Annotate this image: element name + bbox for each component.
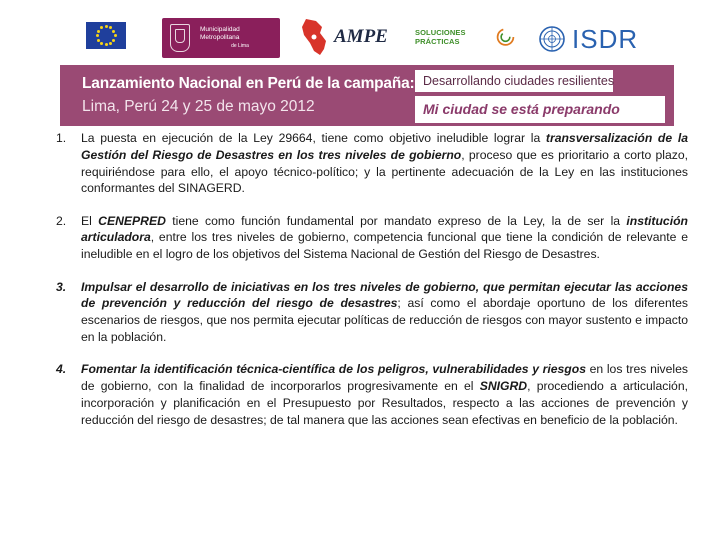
list-item-number: 3. — [56, 279, 67, 294]
ampe-logo-name: AMPE — [334, 26, 388, 47]
list-item-text: El CENEPRED tiene como función fundamental por mandato expreso de la Ley, la de ser la institución articuladora, entre los tres niveles de gobierno, competencia funcional que tiene la condición de relevante e ineludible en el logro de los objetivos del Sistema Nacional de Gestión del Riesgo de Desastres. — [81, 213, 688, 262]
banner-slogan-box — [415, 70, 613, 92]
eu-star-icon — [100, 42, 103, 45]
lima-municipality-logo — [162, 18, 280, 58]
eu-flag-icon — [86, 22, 126, 49]
eu-star-icon — [105, 25, 108, 28]
banner-slogan: Desarrollando ciudades resilientes — [423, 74, 615, 88]
soluciones-logo-name: SOLUCIONES PRÁCTICAS — [415, 28, 466, 46]
isdr-logo-name: ISDR — [572, 23, 639, 54]
lima-logo-name: Municipalidad Metropolitana — [200, 26, 240, 41]
spiral-icon — [496, 25, 515, 49]
list-item-3 — [56, 279, 688, 346]
list-item-number: 1. — [56, 131, 67, 145]
logo-strip — [0, 0, 720, 64]
lima-logo-sub: de Lima — [231, 43, 249, 49]
list-item-text: Fomentar la identificación técnica-científica de los peligros, vulnerabilidades y riesgos en los tres niveles de gobierno, con la finalidad de incorporarlos progresivamente en el SNIGRD, procediendo a articulación, incorporación y planificación en el Presupuesto por Resultados, respecto a las acciones de prevención y reducción del riesgo de desastres; de tal manera que las acciones sean efectivas en beneficio de la población. — [81, 362, 688, 427]
list-item-number: 2. — [56, 213, 67, 228]
peru-map-icon — [300, 17, 328, 57]
isdr-logo — [538, 22, 650, 56]
numbered-list — [56, 130, 688, 444]
soluciones-practicas-logo — [415, 22, 515, 52]
banner-title: Lanzamiento Nacional en Perú de la campaña: — [82, 75, 415, 92]
list-item-2 — [56, 213, 688, 263]
shield-icon — [170, 24, 190, 52]
eu-star-icon — [97, 30, 100, 33]
ampe-logo — [300, 14, 392, 60]
list-item-number: 4. — [56, 362, 67, 377]
eu-star-icon — [97, 39, 100, 42]
eu-star-icon — [112, 39, 115, 42]
eu-star-icon — [105, 43, 108, 46]
eu-logo — [86, 16, 142, 66]
eu-star-icon — [96, 34, 99, 37]
eu-star-icon — [109, 42, 112, 45]
list-item-text: La puesta en ejecución de la Ley 29664, tiene como objetivo ineludible lograr la transversalización de la Gestión del Riesgo de Desastres en los tres niveles de gobierno, proceso que es prioritario a corto plazo, requiriéndose para ello, el apoyo técnico-político; y la pertinente adecuación de la Ley en las instituciones conformantes del SINAGERD. — [81, 131, 688, 196]
banner-tagline: Mi ciudad se está preparando — [423, 101, 620, 117]
un-emblem-icon — [538, 25, 566, 53]
list-item-4 — [56, 361, 688, 428]
eu-star-icon — [112, 30, 115, 33]
list-item-1 — [56, 130, 688, 197]
banner-subtitle: Lima, Perú 24 y 25 de mayo 2012 — [82, 98, 315, 115]
eu-star-icon — [114, 34, 117, 37]
banner-tagline-box — [415, 96, 665, 123]
campaign-banner — [60, 65, 674, 126]
list-item-text: Impulsar el desarrollo de iniciativas en los tres niveles de gobierno, que permitan ejecutar las acciones de prevención y reducción del riesgo de desastres; así como el abordaje oportuno de los diferentes escenarios de riesgos, que nos permita ejecutar políticas de reducción de riesgos con mayor sustento e impacto en la población. — [81, 279, 688, 344]
eu-star-icon — [100, 26, 103, 29]
eu-star-icon — [109, 26, 112, 29]
